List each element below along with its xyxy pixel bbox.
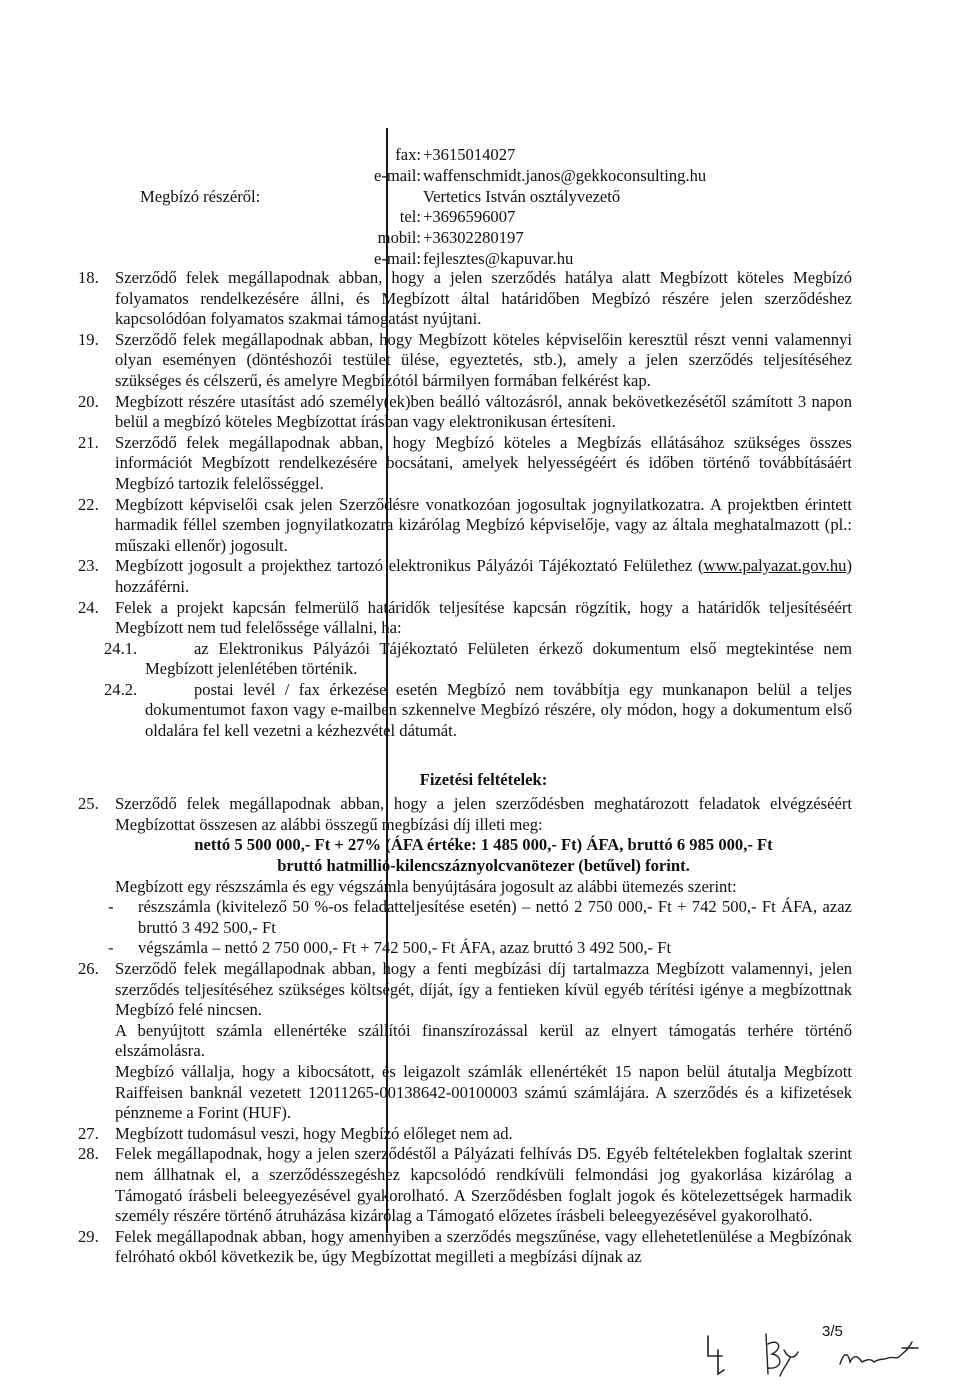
clause-26 — [78, 959, 852, 1021]
schedule-item — [78, 938, 852, 959]
dash-bullet: - — [108, 938, 114, 958]
contract-body — [78, 268, 852, 1268]
clause-24-1 — [78, 639, 852, 680]
clause-number: 23. — [78, 556, 99, 576]
contact-key: e-mail: — [374, 165, 421, 185]
clause-text: Megbízott tudomásul veszi, hogy Megbízó előleget nem ad. — [115, 1123, 513, 1143]
contact-key: e-mail: — [374, 248, 421, 268]
clause-number: 19. — [78, 329, 99, 349]
clause-26-para-b: Megbízó vállalja, hogy a kibocsátott, és leigazolt számlák ellenértékét 15 napon belül átutalja Megbízott Raiffeisen banknál vezetett 12011265-00138642-00100003 számú számlájára. A szerződés és a kifizetések pénzneme a Forint (HUF). — [115, 1061, 852, 1123]
clause-20 — [78, 392, 852, 433]
subclause-number: 24.2. — [104, 679, 138, 699]
clause-24 — [78, 598, 852, 639]
clause-number: 26. — [78, 959, 99, 978]
clause-number: 27. — [78, 1123, 99, 1143]
clause-number: 21. — [78, 432, 99, 452]
clause-number: 28. — [78, 1144, 99, 1164]
contact-value: fejlesztes@kapuvar.hu — [423, 248, 574, 268]
schedule-item — [78, 897, 852, 938]
clause-text: Szerződő felek megállapodnak abban, hogy Megbízó köteles a Megbízás ellátásához szükséges összes információt Megbízott rendelkezésére bocsátani, amelyek helyességéért és időben történő továbbításáért Megbízó tartozik felelősséggel. — [115, 432, 852, 493]
clause-29 — [78, 1227, 852, 1268]
clause-text: Felek megállapodnak, hogy a jelen szerződéstől a Pályázati felhívás D5. Egyéb feltételekben foglaltak szerint nem állhatnak el, a szerződésszegéshez kapcsolódó rendkívüli felmondási jog gyakorlása kizárólag a Támogató írásbeli beleegyezésével gyakorolható. A Szerződésben foglalt jogok és kötelezettségek harmadik személy részére történő átruházása kizárólag a Támogató előzetes írásbeli beleegyezésével gyakorolható. — [115, 1144, 852, 1226]
clause-25 — [78, 794, 852, 835]
contact-key: tel: — [399, 207, 421, 227]
clause-text: Szerződő felek megállapodnak abban, hogy a jelen szerződésben meghatározott feladatok elvégzéséért Megbízottat összesen az alábbi összegű megbízási díj illeti meg: — [115, 794, 852, 834]
clause-22 — [78, 495, 852, 557]
schedule-intro: Megbízott egy részszámla és egy végszámla benyújtására jogosult az alábbi ütemezés szerint: — [115, 876, 737, 896]
clause-number: 22. — [78, 494, 99, 514]
initials-signature-1 — [700, 1330, 740, 1378]
clause-text: Felek a projekt kapcsán felmerülő határidők teljesítése kapcsán rögzítik, hogy a határidők teljesítéséért Megbízott nem tud felelőssége vállalni, ha: — [115, 597, 852, 638]
contact-value: +36302280197 — [423, 228, 524, 248]
contact-row — [140, 228, 840, 249]
fee-amount-words: bruttó hatmillió-kilencszáznyolcvanötezer (betűvel) forint. — [277, 856, 690, 876]
clause-26-para-a: A benyújtott számla ellenértéke szállítói finanszírozással kerül az elnyert támogatás terhére történő elszámolásra. — [115, 1020, 852, 1061]
contact-key: mobil: — [377, 228, 421, 248]
contact-key: fax: — [395, 145, 421, 164]
contact-label: Megbízó részéről: — [140, 186, 261, 206]
clause-text-end: ) hozzáférni. — [115, 556, 852, 596]
clause-text: Szerződő felek megállapodnak abban, hogy Megbízott köteles képviselőin keresztül részt venni valamennyi olyan eseményen (döntéshozói testület ülése, egyeztetés, stb.), amely a jelen szerződés teljesítéséhez szükséges és célszerű, és amelyre Megbízótól bármilyen formában felkérést kap. — [115, 329, 852, 390]
clause-text: Szerződő felek megállapodnak abban, hogy a jelen szerződés hatálya alatt Megbízott köteles Megbízó folyamatos rendelkezésére állni, és Megbízott által határidőben Megbízó részére jelen szerződéshez kapcsolódóan folyamatos szakmai támogatást nyújtani. — [115, 268, 852, 329]
contact-row — [140, 187, 840, 208]
contact-value: waffenschmidt.janos@gekkoconsulting.hu — [423, 165, 707, 185]
clause-text: Megbízott jogosult a projekthez tartozó elektronikus Pályázói Tájékoztató Felülethez ( — [115, 556, 704, 576]
clause-number: 18. — [78, 268, 99, 287]
clause-number: 29. — [78, 1226, 99, 1246]
contact-block — [140, 145, 840, 270]
clause-number: 25. — [78, 794, 99, 814]
website-link[interactable]: www.palyazat.gov.hu — [703, 556, 847, 576]
subclause-text: az Elektronikus Pályázói Tájékoztató Felületen érkező dokumentum első megtekintése nem Megbízott jelenlétében történik. — [145, 638, 852, 679]
clause-text: Megbízott részére utasítást adó személy(ek)ben beálló változásról, annak bekövetkezésétől számított 3 napon belül a megbízó köteles Megbízottat írásban vagy elektronikusan értesíteni. — [115, 391, 852, 432]
clause-number: 24. — [78, 597, 99, 617]
clause-number: 20. — [78, 391, 99, 411]
clause-18 — [78, 268, 852, 330]
contact-row — [140, 166, 840, 187]
contact-value: +3696596007 — [423, 207, 516, 227]
clause-21 — [78, 433, 852, 495]
page-number: 3/5 — [822, 1323, 843, 1340]
subclause-number: 24.1. — [104, 638, 138, 658]
payment-heading: Fizetési feltételek: — [419, 769, 548, 789]
clause-24-2 — [78, 680, 852, 742]
clause-23 — [78, 556, 852, 597]
fee-amount-line: nettó 5 500 000,- Ft + 27% (ÁFA értéke: 1 485 000,- Ft) ÁFA, bruttó 6 985 000,- Ft — [194, 835, 773, 855]
contact-value: +3615014027 — [423, 145, 516, 164]
subclause-text: postai levél / fax érkezése esetén Megbízó nem továbbítja egy munkanapon belül a teljes dokumentumot faxon vagy e-mailben szkennelve Megbízó részére, oly módon, hogy a dokumentum első oldalára fel kell vezetni a kézhezvétel dátumát. — [145, 679, 852, 741]
contact-row — [140, 249, 840, 270]
initials-signature-2 — [756, 1330, 802, 1380]
initials-signature-3 — [836, 1334, 922, 1374]
contact-row — [140, 145, 840, 166]
clause-text: Felek megállapodnak abban, hogy amennyiben a szerződés megszűnése, vagy ellehetetlenülése a Megbízónak felróható okból következik be, úgy Megbízottat megilleti a megbízási díjnak az — [115, 1226, 852, 1267]
clause-19 — [78, 330, 852, 392]
contact-row — [140, 207, 840, 228]
clause-text: Szerződő felek megállapodnak abban, hogy a fenti megbízási díj tartalmazza Megbízott valamennyi, jelen szerződés teljesítéséhez szükséges költségét, díját, így a fentieken kívül egyéb térítési igénye a megbízottnak Megbízó felé nincsen. — [115, 959, 852, 1020]
clause-28 — [78, 1144, 852, 1226]
contact-value: Vertetics István osztályvezető — [423, 186, 621, 206]
dash-bullet: - — [108, 897, 114, 917]
clause-27 — [78, 1124, 852, 1145]
schedule-text: végszámla – nettó 2 750 000,- Ft + 742 500,- Ft ÁFA, azaz bruttó 3 492 500,- Ft — [138, 938, 672, 958]
clause-text: Megbízott képviselői csak jelen Szerződésre vonatkozóan jogosultak jognyilatkozatra. A projektben érintett harmadik féllel szemben jognyilatkozatra kizárólag Megbízó képviselője, vagy az általa meghatalmazott (pl.: műszaki ellenőr) jogosult. — [115, 494, 852, 555]
schedule-text: részszámla (kivitelező 50 %-os feladatteljesítése esetén) – nettó 2 750 000,- Ft + 742 500,- Ft ÁFA, azaz bruttó 3 492 500,- Ft — [138, 897, 852, 937]
